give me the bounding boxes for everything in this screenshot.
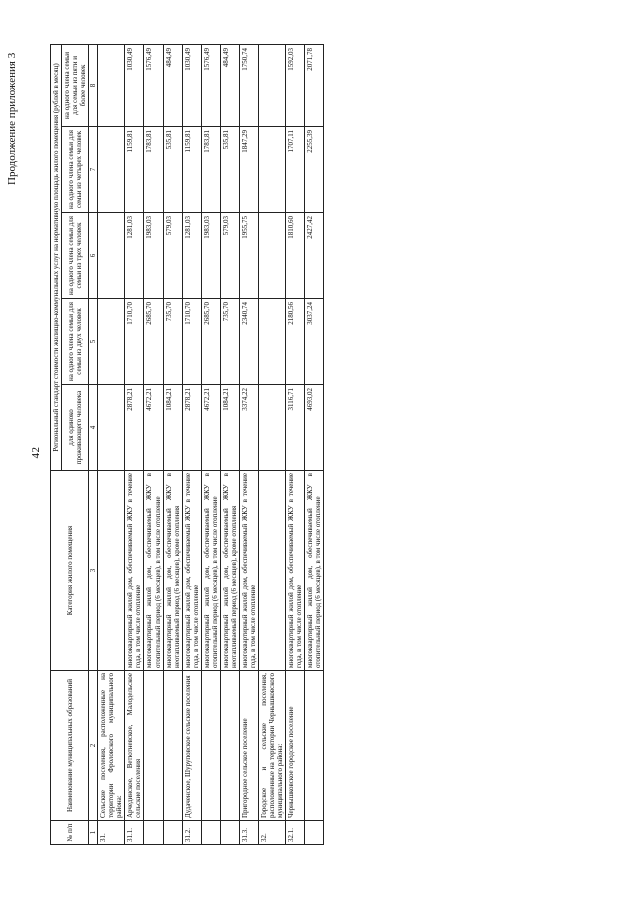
standard-value: 484,49: [220, 44, 239, 126]
standard-value: 1592,03: [286, 44, 305, 126]
header-row-1: [51, 44, 62, 844]
standard-value: [98, 213, 125, 299]
row-number: [201, 821, 220, 845]
standard-value: 2878,21: [125, 385, 144, 471]
row-number: 31.: [98, 821, 125, 845]
standard-value: 2685,70: [201, 299, 220, 385]
table-row: [98, 44, 125, 844]
col-number: 4: [89, 385, 98, 471]
standard-value: 2071,78: [305, 44, 324, 126]
table-row: [125, 44, 144, 844]
table-row: [239, 44, 258, 844]
housing-category: многоквартирный жилой дом, обеспечиваемый ЖКУ в отопительный период (6 месяцев), в том числе отопление: [144, 471, 163, 671]
standard-value: 3116,71: [286, 385, 305, 471]
standard-value: 4693,02: [305, 385, 324, 471]
municipality-name: [163, 671, 182, 821]
header-name: Наименование муниципальных образований: [51, 671, 89, 821]
standard-value: 535,81: [220, 127, 239, 213]
standard-value: 2340,74: [239, 299, 258, 385]
table-row: [220, 44, 239, 844]
standard-value: 3037,24: [305, 299, 324, 385]
housing-category: [259, 471, 286, 671]
col-number: 1: [89, 821, 98, 845]
standard-value: 3374,22: [239, 385, 258, 471]
standard-value: 1030,49: [125, 44, 144, 126]
row-number: 31.3.: [239, 821, 258, 845]
page-number: 42: [30, 446, 42, 459]
standard-value: [259, 213, 286, 299]
header-sub-4: на одного члена семьи для семьи из четырех человек: [62, 127, 89, 213]
standard-value: 1576,49: [144, 44, 163, 126]
housing-category: многоквартирный жилой дом, обеспечиваемый ЖКУ в течение года, в том числе отопление: [182, 471, 201, 671]
standard-value: [98, 299, 125, 385]
housing-category: многоквартирный жилой дом, обеспечиваемый ЖКУ в отопительный период (6 месяцев), в том числе отопление: [201, 471, 220, 671]
row-number: 32.: [259, 821, 286, 845]
header-sub-5: на одного члена семьи для семьи из пяти и более человек: [62, 44, 89, 126]
standard-value: [259, 127, 286, 213]
housing-category: многоквартирный жилой дом, обеспечиваемый ЖКУ в неотапливаемый период (6 месяцев), кроме отопления: [163, 471, 182, 671]
housing-category: многоквартирный жилой дом, обеспечиваемый ЖКУ в течение года, в том числе отопление: [286, 471, 305, 671]
table-row: [182, 44, 201, 844]
municipality-name: Сельские поселения, расположенные на территории Фроловского муниципального района:: [98, 671, 125, 821]
header-sub-2: на одного члена семьи для семьи из двух человек: [62, 299, 89, 385]
standard-value: 1084,21: [220, 385, 239, 471]
standard-value: 1710,70: [182, 299, 201, 385]
standard-value: 1281,03: [182, 213, 201, 299]
standards-table: [50, 44, 324, 845]
col-number: 3: [89, 471, 98, 671]
municipality-name: Городское и сельские поселения, расположенные на территории Чернышковского муниципального района:: [259, 671, 286, 821]
municipality-name: [220, 671, 239, 821]
standard-value: 1710,70: [125, 299, 144, 385]
housing-category: [98, 471, 125, 671]
standard-value: [98, 127, 125, 213]
standard-value: 2878,21: [182, 385, 201, 471]
municipality-name: [201, 671, 220, 821]
header-sub-3: на одного члена семьи для семьи из трех человек: [62, 213, 89, 299]
standard-value: 1810,60: [286, 213, 305, 299]
col-number: 6: [89, 213, 98, 299]
header-sub-1: для одиноко проживающего человека: [62, 385, 89, 471]
standard-value: [98, 385, 125, 471]
standard-value: 1281,03: [125, 213, 144, 299]
municipality-name: Чернышковское городское поселение: [286, 671, 305, 821]
table-row: [201, 44, 220, 844]
row-number: [144, 821, 163, 845]
table-row: [259, 44, 286, 844]
standard-value: [98, 44, 125, 126]
col-number: 2: [89, 671, 98, 821]
standard-value: 1847,29: [239, 127, 258, 213]
housing-category: многоквартирный жилой дом, обеспечиваемый ЖКУ в течение года, в том числе отопление: [125, 471, 144, 671]
standard-value: 1707,11: [286, 127, 305, 213]
standard-value: 579,03: [220, 213, 239, 299]
housing-category: многоквартирный жилой дом, обеспечиваемый ЖКУ в отопительный период (6 месяцев), в том числе отопление: [305, 471, 324, 671]
row-number: 31.1.: [125, 821, 144, 845]
municipality-name: [144, 671, 163, 821]
standard-value: 2255,39: [305, 127, 324, 213]
row-number: [163, 821, 182, 845]
standard-value: 1983,03: [201, 213, 220, 299]
header-no: № п/п: [51, 821, 89, 845]
row-number: 32.1.: [286, 821, 305, 845]
standard-value: 1030,49: [182, 44, 201, 126]
municipality-name: Дудаченское, Шуруповское сельские поселения: [182, 671, 201, 821]
standard-value: 535,81: [163, 127, 182, 213]
standard-value: 1783,81: [144, 127, 163, 213]
row-number: [220, 821, 239, 845]
standard-value: [259, 44, 286, 126]
standard-value: 484,49: [163, 44, 182, 126]
continuation-label: Продолжение приложения 3: [6, 52, 18, 185]
standard-value: 1084,21: [163, 385, 182, 471]
standard-value: 1750,74: [239, 44, 258, 126]
standard-value: 1955,75: [239, 213, 258, 299]
col-number: 7: [89, 127, 98, 213]
col-number: 8: [89, 44, 98, 126]
table-row: [163, 44, 182, 844]
standard-value: 2180,56: [286, 299, 305, 385]
row-number: 31.2.: [182, 821, 201, 845]
row-number: [305, 821, 324, 845]
municipality-name: Пригородное сельское поселение: [239, 671, 258, 821]
standard-value: 1576,49: [201, 44, 220, 126]
standard-value: [259, 299, 286, 385]
standard-value: [259, 385, 286, 471]
standard-value: 2427,42: [305, 213, 324, 299]
housing-category: многоквартирный жилой дом, обеспечиваемый ЖКУ в течение года, в том числе отопление: [239, 471, 258, 671]
housing-category: многоквартирный жилой дом, обеспечиваемый ЖКУ в неотапливаемый период (6 месяцев), кроме отопления: [220, 471, 239, 671]
municipality-name: [305, 671, 324, 821]
standard-value: 1159,81: [182, 127, 201, 213]
standard-value: 1159,81: [125, 127, 144, 213]
standard-value: 4672,21: [201, 385, 220, 471]
municipality-name: Арчединское, Ветютневское, Малодельское сельские поселения: [125, 671, 144, 821]
table-row: [286, 44, 305, 844]
standard-value: 1783,81: [201, 127, 220, 213]
standard-value: 2685,70: [144, 299, 163, 385]
table-row: [305, 44, 324, 844]
standard-value: 4672,21: [144, 385, 163, 471]
header-category: Категория жилого помещения: [51, 471, 89, 671]
standard-value: 1983,03: [144, 213, 163, 299]
header-standard: Региональный стандарт стоимости жилищно-коммунальных услуг на нормативную площадь жилого помещения (рублей в месяц): [51, 44, 62, 470]
column-number-row: [89, 44, 98, 844]
standard-value: 735,70: [163, 299, 182, 385]
table-row: [144, 44, 163, 844]
col-number: 5: [89, 299, 98, 385]
standard-value: 579,03: [163, 213, 182, 299]
standard-value: 735,70: [220, 299, 239, 385]
